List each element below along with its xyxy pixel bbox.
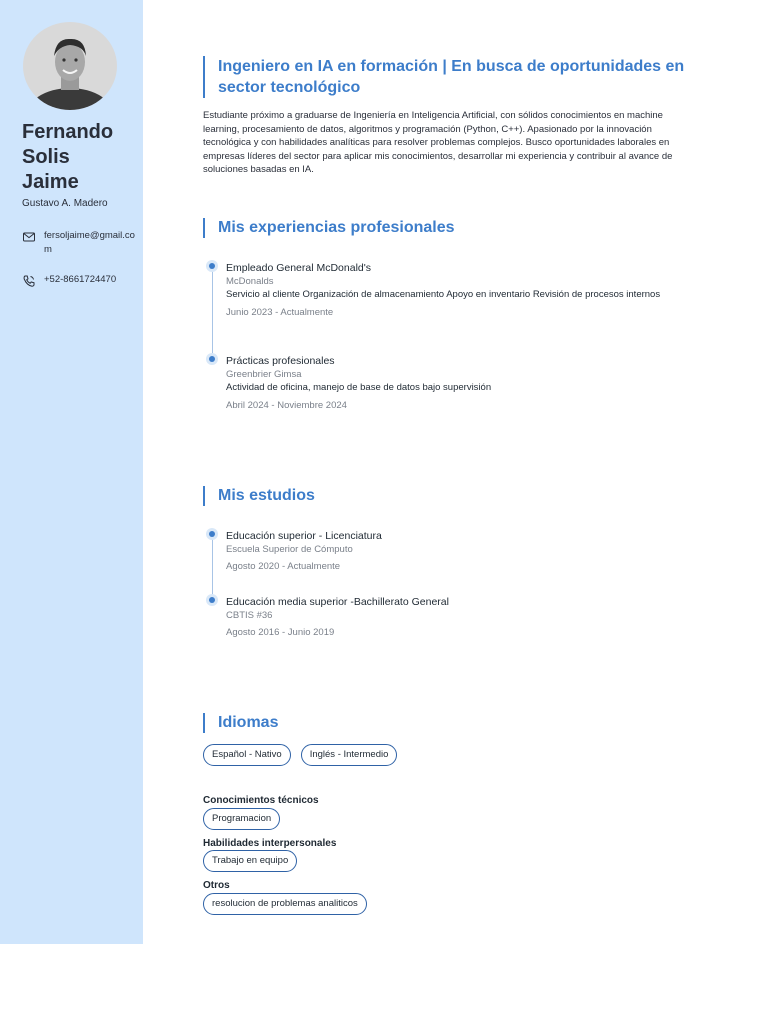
language-pill: Español - Nativo [203, 744, 291, 766]
job-title: Empleado General McDonald's [226, 262, 371, 274]
avatar [23, 22, 117, 110]
job-description: Servicio al cliente Organización de almacenamiento Apoyo en inventario Revisión de procesos internos [226, 289, 661, 300]
job-title: Prácticas profesionales [226, 355, 335, 367]
phone-icon [22, 274, 36, 288]
skill-category-label: Habilidades interpersonales [203, 838, 337, 849]
school-name: CBTIS #36 [226, 610, 273, 621]
timeline-line [212, 535, 213, 602]
timeline-line [212, 267, 213, 359]
candidate-name: Fernando Solis Jaime [22, 121, 114, 193]
candidate-location: Gustavo A. Madero [22, 198, 108, 209]
job-description: Actividad de oficina, manejo de base de datos bajo supervisión [226, 382, 492, 393]
job-dates: Abril 2024 - Noviembre 2024 [226, 399, 347, 411]
skill-category-label: Otros [203, 880, 230, 891]
job-company: Greenbrier Gimsa [226, 369, 302, 380]
contact-email[interactable] [22, 229, 139, 257]
language-pill: Inglés - Intermedio [301, 744, 398, 766]
job-company: McDonalds [226, 276, 274, 287]
sidebar [0, 0, 143, 944]
timeline-dot [206, 353, 218, 365]
envelope-icon [22, 230, 36, 244]
phone-text[interactable]: +52-8661724470 [44, 274, 117, 285]
education-section-title: Mis estudios [203, 486, 315, 506]
email-text[interactable]: fersoljaime@gmail.com [44, 230, 135, 255]
degree-title: Educación superior - Licenciatura [226, 530, 382, 542]
language-pills [203, 744, 397, 766]
job-dates: Junio 2023 - Actualmente [226, 306, 334, 318]
skill-category-label: Conocimientos técnicos [203, 795, 319, 806]
skill-pill: Trabajo en equipo [203, 850, 297, 872]
contact-phone[interactable] [22, 273, 139, 288]
profile-summary: Estudiante próximo a graduarse de Ingeniería en Inteligencia Artificial, con sólidos conocimientos en machine learning, procesamiento de datos, algoritmos y programación (Python, C++). Apasionado por la innovación tecnológica y con habilidades analíticas para resolver problemas complejos. Busco oportunidades laborales en empresas líderes del sector para aplicar mis conocimientos, desarrollar mi experiencia y contribuir al avance de soluciones basadas en IA. [203, 110, 673, 175]
skill-pill: resolucion de problemas analiticos [203, 893, 367, 915]
timeline-dot [206, 594, 218, 606]
timeline-dot [206, 260, 218, 272]
degree-title: Educación media superior -Bachillerato General [226, 596, 449, 608]
timeline-dot [206, 528, 218, 540]
headline: Ingeniero en IA en formación | En busca de oportunidades en sector tecnológico [203, 56, 688, 98]
study-dates: Agosto 2016 - Junio 2019 [226, 627, 335, 638]
languages-section-title: Idiomas [203, 713, 278, 733]
skill-pill: Programacion [203, 808, 280, 830]
school-name: Escuela Superior de Cómputo [226, 544, 353, 555]
experience-section-title: Mis experiencias profesionales [203, 218, 455, 238]
study-dates: Agosto 2020 - Actualmente [226, 561, 341, 572]
